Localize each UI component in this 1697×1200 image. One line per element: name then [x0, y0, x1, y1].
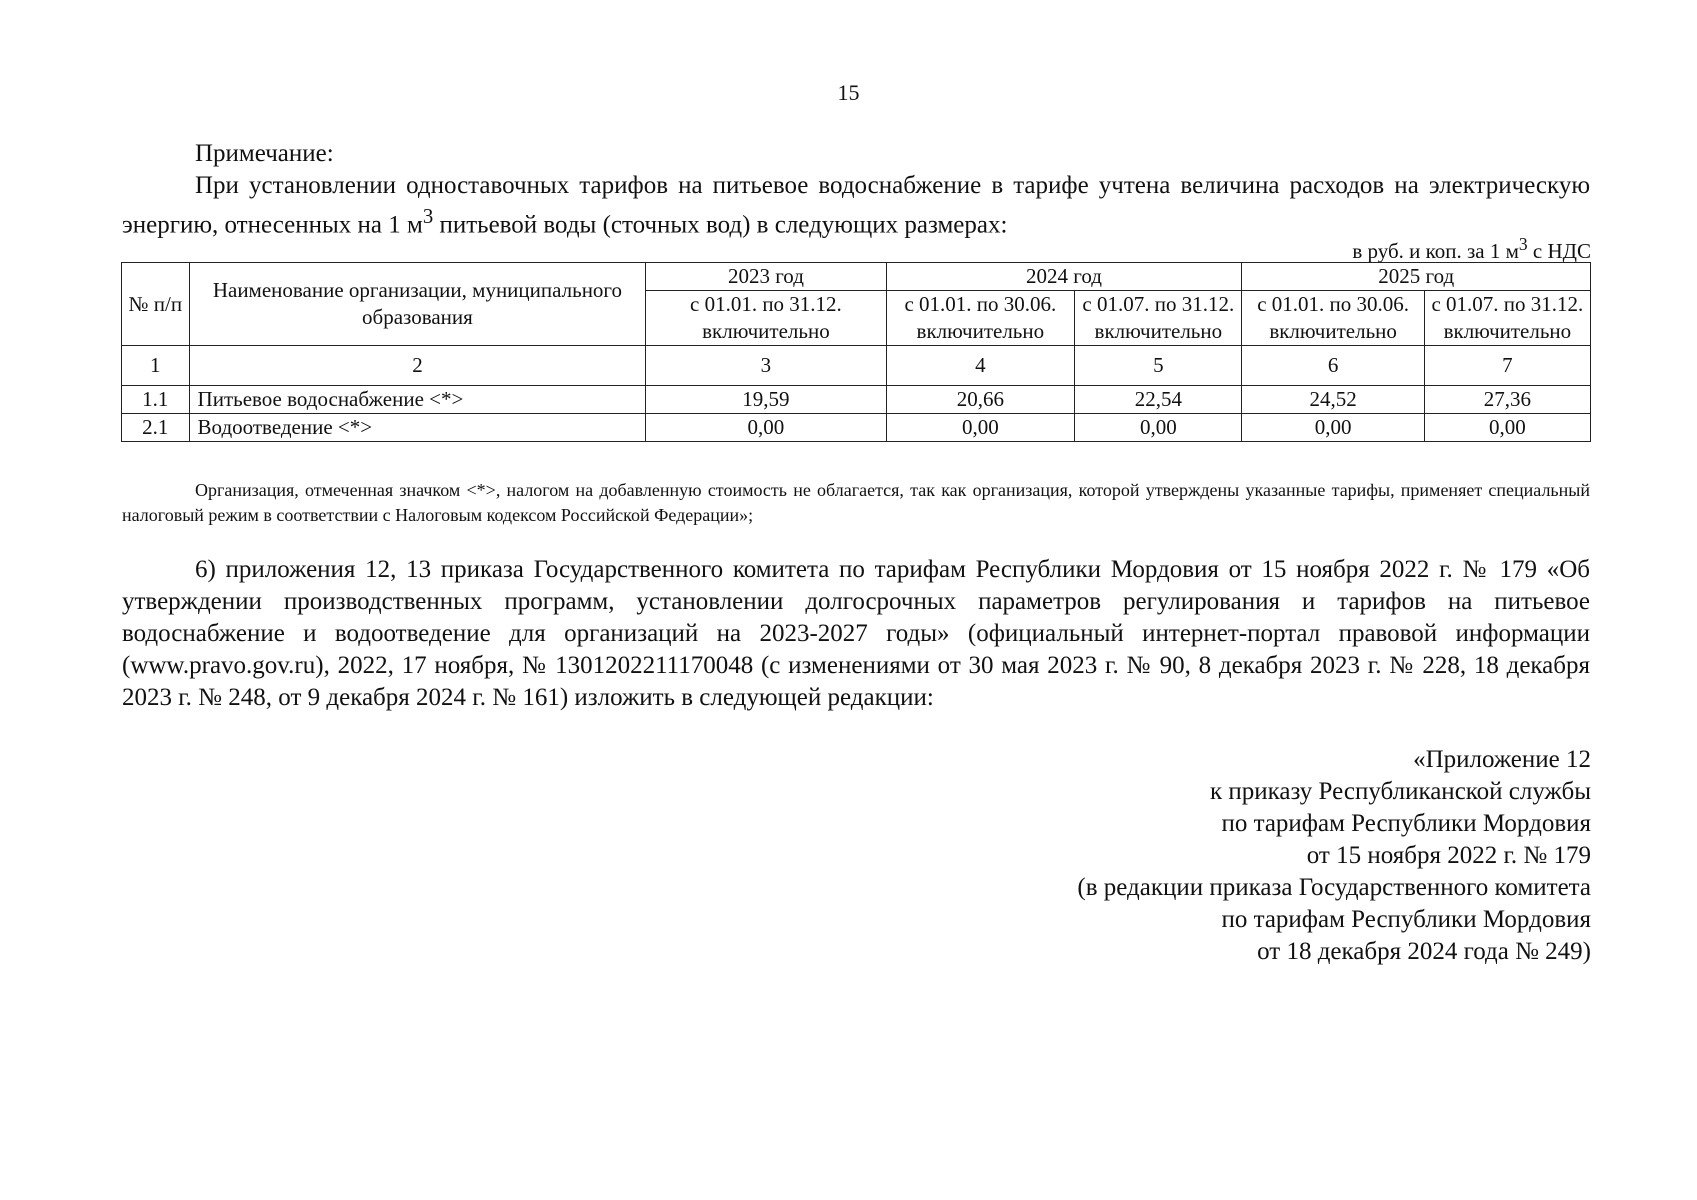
header-period: с 01.01. по 30.06. включительно — [1242, 291, 1424, 346]
row-value: 27,36 — [1424, 386, 1590, 414]
column-number: 6 — [1242, 346, 1424, 386]
appendix-heading — [1077, 744, 1591, 968]
note-text-end: питьевой воды (сточных вод) в следующих размерах: — [433, 211, 1008, 239]
header-period: с 01.01. по 31.12. включительно — [646, 291, 886, 346]
header-period: с 01.07. по 31.12. включительно — [1075, 291, 1242, 346]
column-number: 1 — [122, 346, 190, 386]
units-caption — [1352, 234, 1591, 264]
header-name: Наименование организации, муниципального образования — [189, 263, 646, 346]
header-num: № п/п — [122, 263, 190, 346]
row-name: Питьевое водоснабжение <*> — [189, 386, 646, 414]
column-number: 3 — [646, 346, 886, 386]
row-name: Водоотведение <*> — [189, 414, 646, 442]
column-number: 4 — [886, 346, 1075, 386]
tariff-table — [121, 262, 1591, 442]
row-value: 19,59 — [646, 386, 886, 414]
row-value: 0,00 — [1424, 414, 1590, 442]
row-value: 0,00 — [1242, 414, 1424, 442]
column-number-row — [122, 346, 1591, 386]
row-num: 2.1 — [122, 414, 190, 442]
note-label: Примечание: — [195, 140, 334, 167]
column-number: 5 — [1075, 346, 1242, 386]
note-text — [122, 170, 1590, 240]
header-row-years — [122, 263, 1591, 291]
units-end: с НДС — [1527, 239, 1591, 263]
appendix-line: по тарифам Республики Мордовия — [1221, 810, 1591, 837]
units-main: в руб. и коп. за 1 м — [1352, 239, 1519, 263]
row-value: 22,54 — [1075, 386, 1242, 414]
paragraph-6: 6) приложения 12, 13 приказа Государственного комитета по тарифам Республики Мордовия от 15 ноября 2022 г. № 179 «Об утверждении производственных программ, установлении долгосрочных параметров регулирования и тарифов на питьевое водоснабжение и водоотведение для организаций на 2023-2027 годы» (официальный интернет-портал правовой информации (www.pravo.gov.ru), 2022, 17 ноября, № 1301202211170048 (с изменениями от 30 мая 2023 г. № 90, 8 декабря 2023 г. № 228, 18 декабря 2023 г. № 248, от 9 декабря 2024 г. № 161) изложить в следующей редакции: — [122, 556, 1590, 711]
page-number: 15 — [837, 80, 860, 105]
header-period: с 01.01. по 30.06. включительно — [886, 291, 1075, 346]
header-year-2023: 2023 год — [646, 263, 886, 291]
units-sup: 3 — [1518, 234, 1528, 254]
column-number: 7 — [1424, 346, 1590, 386]
column-number: 2 — [189, 346, 646, 386]
note-text-main: При установлении одноставочных тарифов на питьевое водоснабжение в тарифе учтена величина расходов на электрическую энергию, отнесенных на 1 м — [122, 172, 1590, 239]
table-row — [122, 414, 1591, 442]
appendix-line: от 15 ноября 2022 г. № 179 — [1306, 842, 1591, 869]
appendix-line: от 18 декабря 2024 года № 249) — [1257, 938, 1591, 965]
appendix-line: по тарифам Республики Мордовия — [1221, 906, 1591, 933]
table-row — [122, 386, 1591, 414]
row-value: 0,00 — [886, 414, 1075, 442]
row-value: 0,00 — [1075, 414, 1242, 442]
appendix-line: (в редакции приказа Государственного комитета — [1077, 874, 1591, 901]
row-value: 0,00 — [646, 414, 886, 442]
appendix-line: «Приложение 12 — [1413, 746, 1591, 773]
header-period: с 01.07. по 31.12. включительно — [1424, 291, 1590, 346]
header-year-2025: 2025 год — [1242, 263, 1591, 291]
row-value: 20,66 — [886, 386, 1075, 414]
appendix-line: к приказу Республиканской службы — [1209, 778, 1591, 805]
footnote: Организация, отмеченная значком <*>, налогом на добавленную стоимость не облагается, так как организация, которой утверждены указанные тарифы, применяет специальный налоговый режим в соответствии с Налоговым кодексом Российской Федерации»; — [122, 480, 1590, 525]
row-value: 24,52 — [1242, 386, 1424, 414]
header-year-2024: 2024 год — [886, 263, 1242, 291]
note-text-sup: 3 — [422, 204, 434, 228]
row-num: 1.1 — [122, 386, 190, 414]
